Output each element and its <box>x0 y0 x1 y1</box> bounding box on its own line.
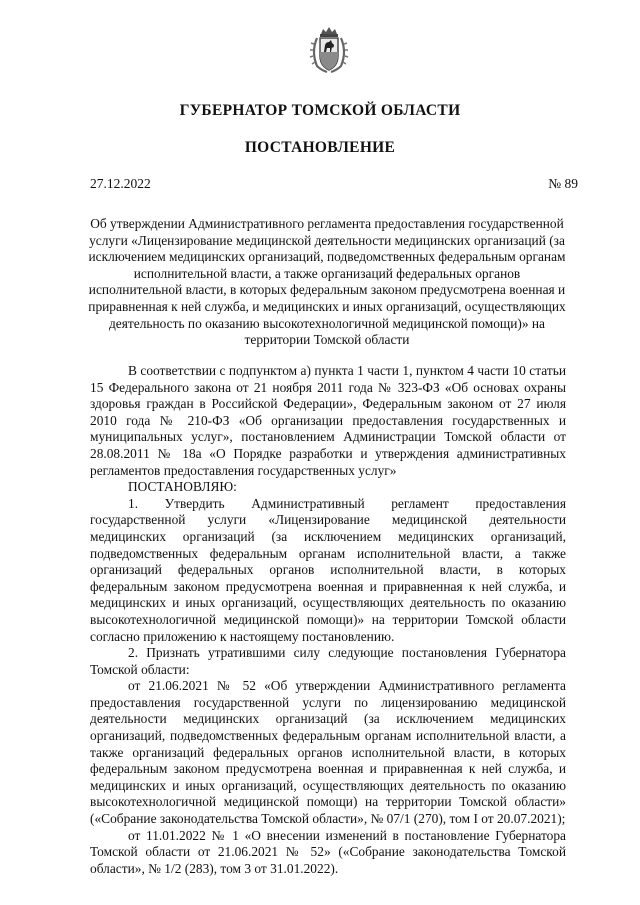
decree-word: ПОСТАНОВЛЯЮ: <box>128 479 237 495</box>
repeal-2-paragraph: от 11.01.2022 № 1 «О внесении изменений в постановление Губернатора Томской области от 21.06.2021 № 52» («Собрание законодательства Томской области», № 1/2 (283), том 3 от 31.01.2022). <box>90 827 566 876</box>
document-body <box>90 363 566 877</box>
coat-of-arms-icon <box>309 26 349 74</box>
document-date: 27.12.2022 <box>90 176 151 191</box>
document-type: ПОСТАНОВЛЕНИЕ <box>244 139 396 156</box>
item-1-paragraph: 1. Утвердить Административный регламент предоставления государственной услуги «Лицензирование медицинской деятельности медицинских организаций (за исключением медицинских организаций, подведомственных федеральным органам исполнительной власти, а также организаций федеральных органов исполнительной власти, в которых федеральным законом предусмотрена военная и приравненная к ней служба, и медицинских и иных организаций, осуществляющих деятельность по оказанию высокотехнологичной медицинской помощи)» на территории Томской области согласно приложению к настоящему постановлению. <box>90 495 566 644</box>
authority-title: ГУБЕРНАТОР ТОМСКОЙ ОБЛАСТИ <box>179 102 461 119</box>
preamble-paragraph: В соответствии с подпунктом а) пункта 1 части 1, пунктом 4 части 10 статьи 15 Федерального закона от 21 ноября 2011 года № 323-ФЗ «Об основах охраны здоровья граждан в Российской Федерации», Федеральным законом от 27 июля 2010 года № 210-ФЗ «Об организации предоставления государственных и муниципальных услуг», постановлением Администрации Томской области от 28.08.2011 № 18а «О Порядке разработки и утверждения административных регламентов предоставления государственных услуг» <box>90 363 566 478</box>
item-2-paragraph: 2. Признать утратившими силу следующие постановления Губернатора Томской области: <box>90 645 566 677</box>
document-number: № 89 <box>548 176 578 191</box>
repeal-1-paragraph: от 21.06.2021 № 52 «Об утверждении Административного регламента предоставления государственной услуги по лицензированию медицинской деятельности медицинских организаций (за исключением медицинских организаций, подведомственных федеральным органам исполнительной власти, а также организаций федеральных органов исполнительной власти, в которых федеральным законом предусмотрена военная и приравненная к ней служба, и медицинских и иных организаций, осуществляющих деятельность по оказанию высокотехнологичной медицинской помощи) на территории Томской области» («Собрание законодательства Томской области», № 07/1 (270), том I от 20.07.2021); <box>90 678 566 827</box>
document-subject: Об утверждении Административного регламента предоставления государственной услуги «Лицензирование медицинской деятельности медицинских организаций (за исключением медицинских организаций, подведомственных федеральным органам исполнительной власти, а также организаций федеральных органов исполнительной власти, в которых федеральным законом предусмотрена военная и приравненная к ней служба, и медицинских и иных организаций, осуществляющих деятельность по оказанию высокотехнологичной медицинской помощи)» на территории Томской области <box>88 216 566 348</box>
